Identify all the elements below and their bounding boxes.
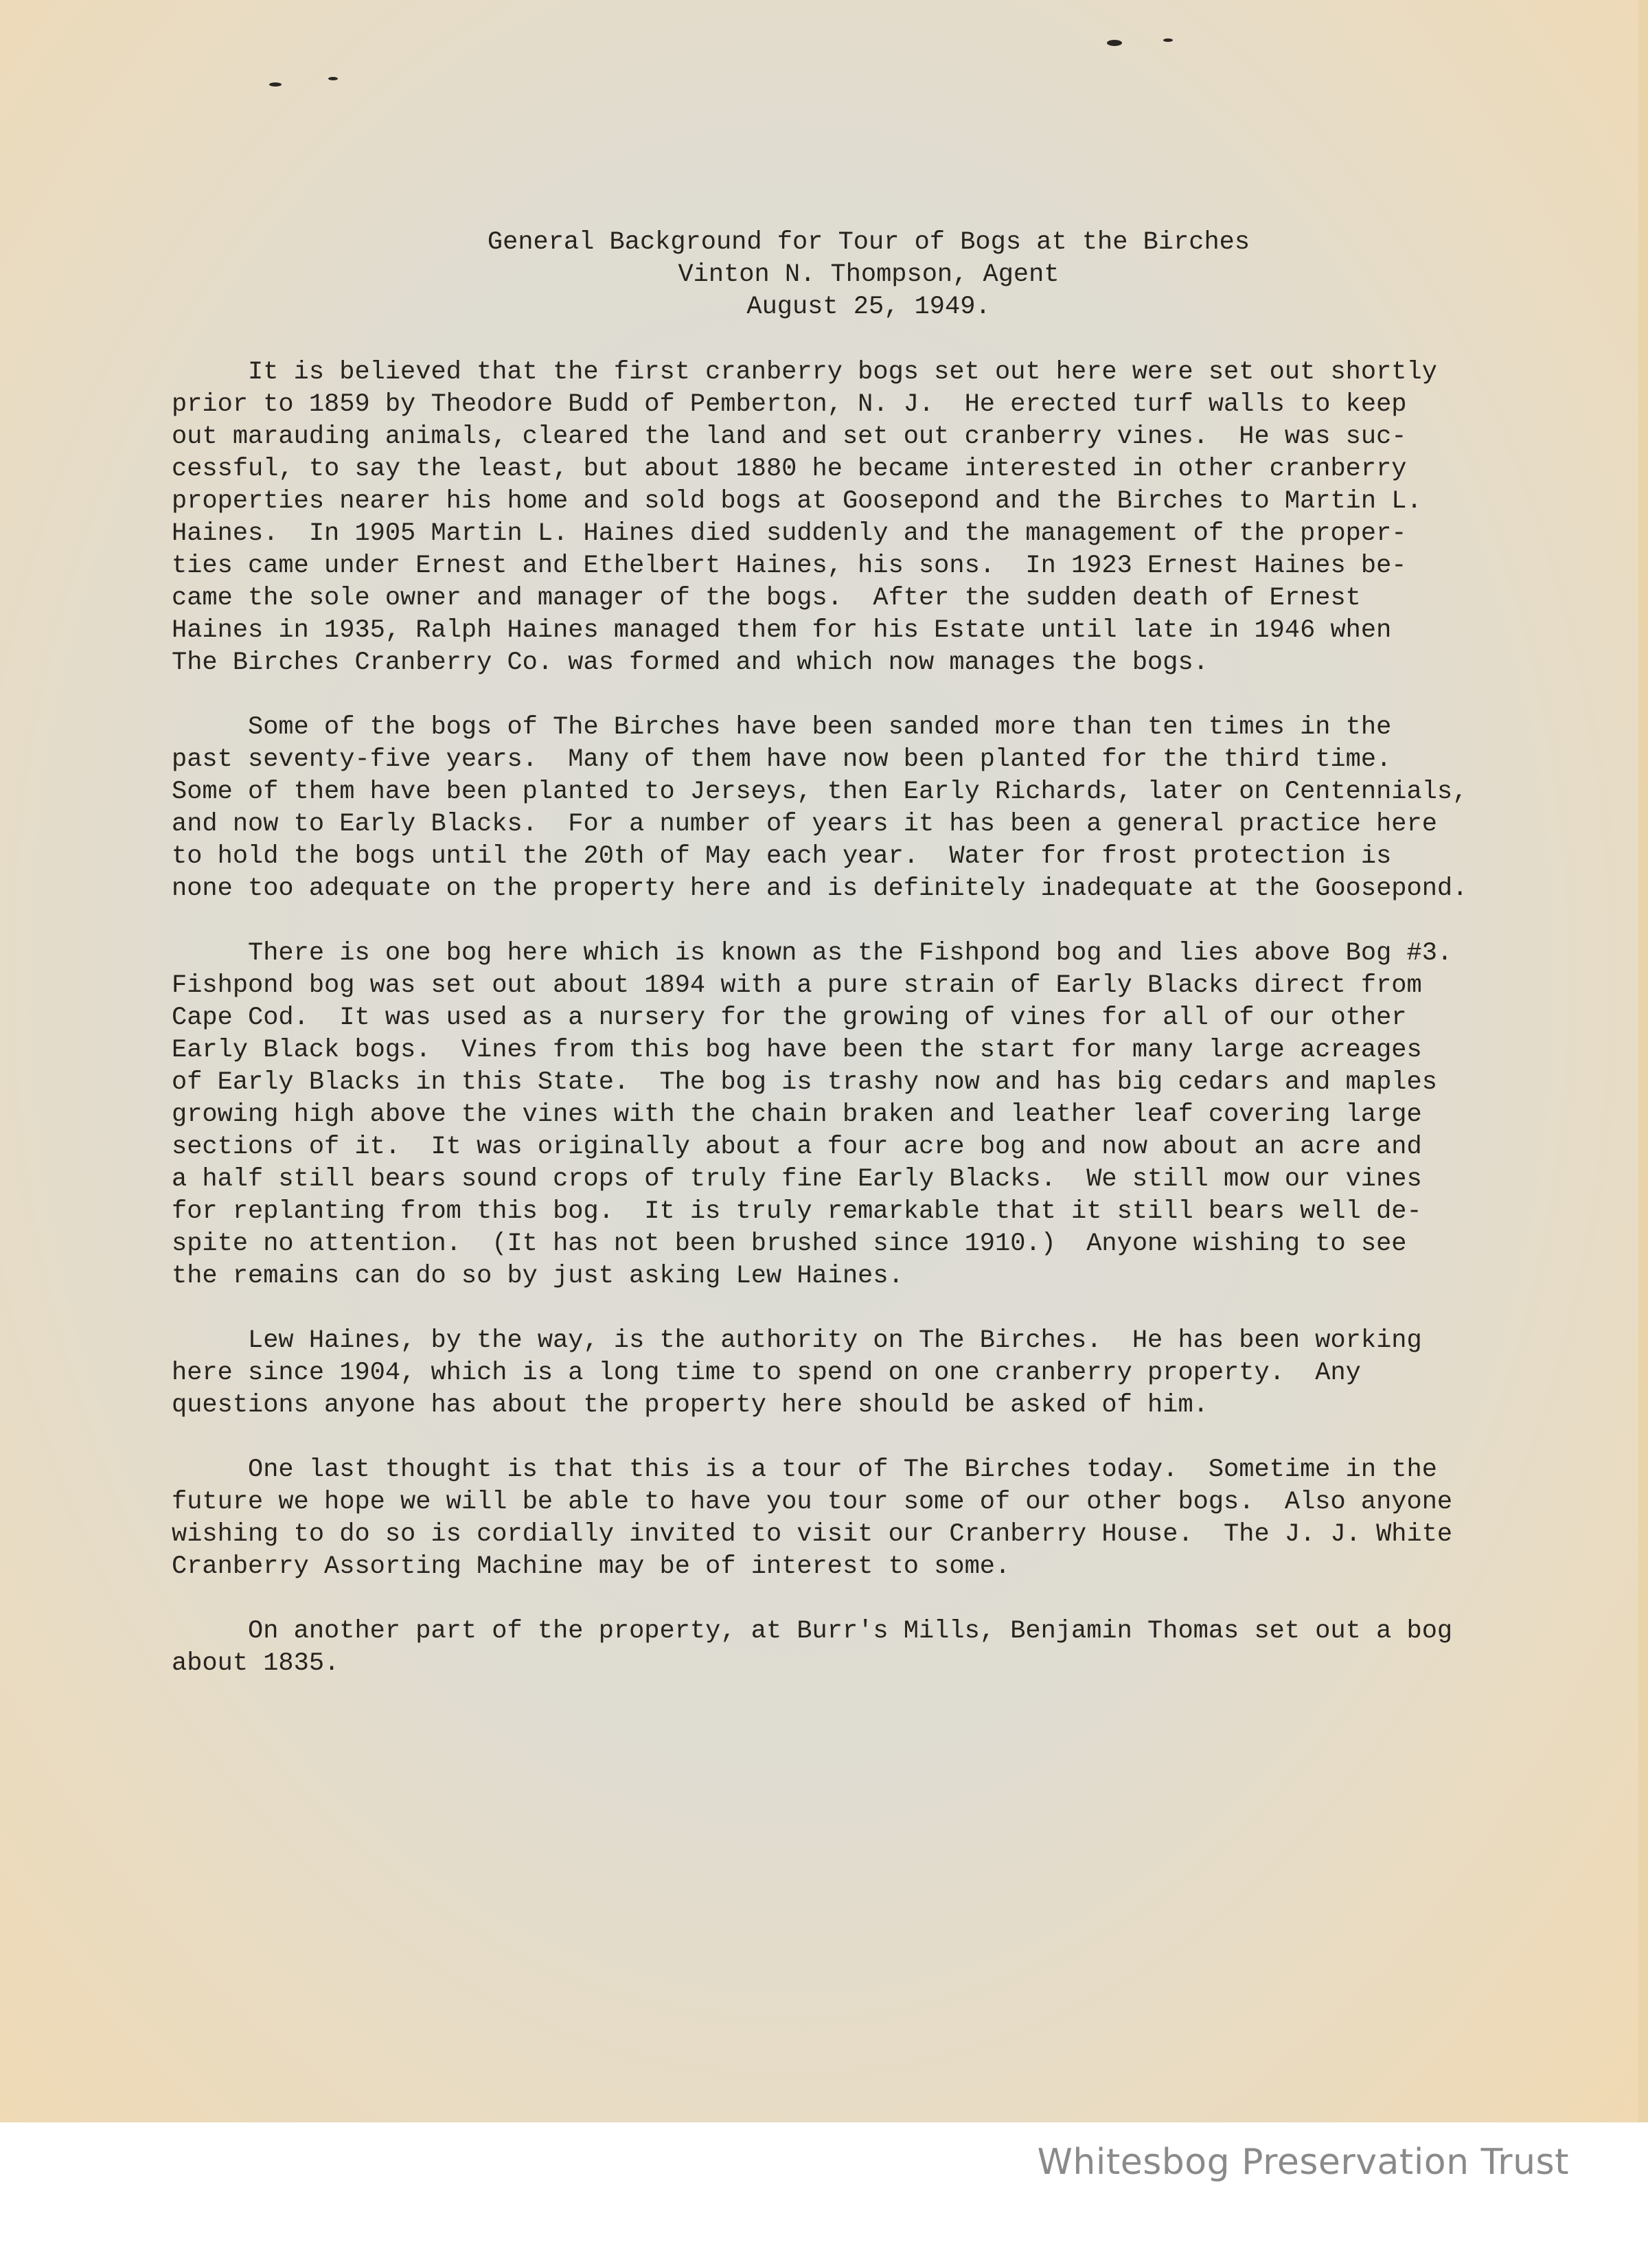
paragraph-line: Cape Cod. It was used as a nursery for the growing of vines for all of our other (172, 1003, 1407, 1032)
paragraph-line: Some of the bogs of The Birches have been sanded more than ten times in the (172, 713, 1392, 742)
paragraph (172, 712, 1566, 905)
document-title: General Background for Tour of Bogs at the Birches (487, 228, 1250, 257)
ink-speck (1163, 38, 1173, 42)
paragraph (172, 1454, 1566, 1583)
paragraph-line: wishing to do so is cordially invited to visit our Cranberry House. The J. J. White (172, 1520, 1453, 1549)
paragraph-line: There is one bog here which is known as the Fishpond bog and lies above Bog #3. (172, 939, 1453, 968)
document-date: August 25, 1949. (746, 293, 991, 321)
paragraph (172, 1325, 1566, 1422)
paragraph-line: growing high above the vines with the chain braken and leather leaf covering large (172, 1100, 1422, 1129)
paragraph-line: prior to 1859 by Theodore Budd of Pemberton, N. J. He erected turf walls to keep (172, 390, 1407, 419)
paragraph-line: here since 1904, which is a long time to spend on one cranberry property. Any (172, 1359, 1361, 1387)
ink-speck (269, 82, 282, 87)
paragraph-line: properties nearer his home and sold bogs at Goosepond and the Birches to Martin L. (172, 487, 1422, 516)
document-author: Vinton N. Thompson, Agent (678, 260, 1060, 289)
ink-speck (1107, 40, 1122, 46)
paragraph-line: out marauding animals, cleared the land and set out cranberry vines. He was suc- (172, 422, 1407, 451)
document-body (172, 227, 1566, 1712)
paragraph-line: spite no attention. (It has not been brushed since 1910.) Anyone wishing to see (172, 1229, 1407, 1258)
paragraph-line: future we hope we will be able to have you tour some of our other bogs. Also anyone (172, 1488, 1453, 1517)
paragraph-line: and now to Early Blacks. For a number of years it has been a general practice here (172, 810, 1437, 839)
paragraph-line: Some of them have been planted to Jerseys, then Early Richards, later on Centennials, (172, 778, 1468, 806)
paragraph-line: cessful, to say the least, but about 1880 he became interested in other cranberry (172, 455, 1407, 484)
paragraph-list (172, 356, 1566, 1680)
paper-edge (1638, 0, 1648, 2122)
paragraph-line: Lew Haines, by the way, is the authority on The Birches. He has been working (172, 1326, 1422, 1355)
paragraph (172, 356, 1566, 679)
paragraph-line: none too adequate on the property here and is definitely inadequate at the Goosepond. (172, 874, 1468, 903)
paragraph-line: of Early Blacks in this State. The bog is trashy now and has big cedars and maples (172, 1068, 1437, 1097)
paragraph-line: past seventy-five years. Many of them have now been planted for the third time. (172, 745, 1392, 774)
paragraph-line: The Birches Cranberry Co. was formed and which now manages the bogs. (172, 648, 1209, 677)
paragraph-line: Early Black bogs. Vines from this bog have been the start for many large acreages (172, 1036, 1422, 1065)
paragraph-line: to hold the bogs until the 20th of May each year. Water for frost protection is (172, 842, 1392, 871)
paragraph-line: the remains can do so by just asking Lew Haines. (172, 1262, 904, 1291)
paragraph-line: for replanting from this bog. It is truly remarkable that it still bears well de- (172, 1197, 1422, 1226)
paragraph (172, 938, 1566, 1293)
ink-speck (328, 77, 338, 80)
paragraph-line: One last thought is that this is a tour of The Birches today. Sometime in the (172, 1455, 1437, 1484)
paragraph (172, 1615, 1566, 1680)
paragraph-line: Haines. In 1905 Martin L. Haines died suddenly and the management of the proper- (172, 519, 1407, 548)
document-heading (172, 227, 1566, 324)
paragraph-line: Cranberry Assorting Machine may be of interest to some. (172, 1552, 1011, 1581)
paragraph-line: questions anyone has about the property here should be asked of him. (172, 1391, 1209, 1420)
paragraph-line: about 1835. (172, 1649, 340, 1678)
paragraph-line: It is believed that the first cranberry bogs set out here were set out shortly (172, 358, 1437, 387)
paragraph-line: Fishpond bog was set out about 1894 with a pure strain of Early Blacks direct from (172, 971, 1422, 1000)
paragraph-line: Haines in 1935, Ralph Haines managed them for his Estate until late in 1946 when (172, 616, 1392, 645)
watermark-text: Whitesbog Preservation Trust (1037, 2142, 1569, 2183)
paragraph-line: came the sole owner and manager of the bogs. After the sudden death of Ernest (172, 584, 1361, 613)
paragraph-line: a half still bears sound crops of truly fine Early Blacks. We still mow our vines (172, 1165, 1422, 1194)
paragraph-line: On another part of the property, at Burr's Mills, Benjamin Thomas set out a bog (172, 1617, 1453, 1646)
paragraph-line: sections of it. It was originally about a four acre bog and now about an acre and (172, 1133, 1422, 1161)
paragraph-line: ties came under Ernest and Ethelbert Haines, his sons. In 1923 Ernest Haines be- (172, 552, 1407, 580)
